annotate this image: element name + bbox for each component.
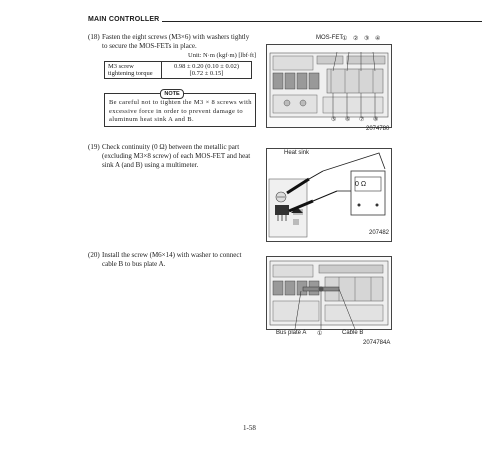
torque-label-2: tightening torque: [108, 70, 153, 77]
callout-1: ①: [342, 36, 348, 42]
torque-value: [162, 62, 252, 79]
torque-value-2: [0.72 ± 0.15]: [189, 70, 224, 77]
step-19: [88, 143, 239, 152]
torque-label-1: M3 screw: [108, 63, 134, 70]
continuity-illustration: [267, 149, 391, 241]
note-line2: excessive force in order to prevent damage to: [109, 107, 243, 115]
torque-row-label: [105, 62, 162, 79]
note-line3: aluminum heat sink A and B.: [109, 116, 194, 123]
step-text-line1: Fasten the eight screws (M3×6) with washers tightly: [102, 33, 250, 41]
torque-value-1: 0.98 ± 0.20 (0.10 ± 0.02): [173, 63, 240, 70]
step-18: [88, 33, 249, 42]
step-19-line2: (excluding M3×8 screw) of each MOS-FET and heat: [102, 152, 251, 160]
step-number: (18): [88, 33, 100, 41]
step-number: (20): [88, 251, 100, 259]
torque-unit: Unit: N·m (kgf·m) [lbf·ft]: [188, 52, 257, 59]
figure-2-caption: 207482: [369, 230, 390, 236]
section-title: MAIN CONTROLLER: [88, 16, 160, 23]
callout-4: ④: [375, 36, 381, 42]
note-label: NOTE: [160, 89, 184, 99]
step-20: [88, 251, 241, 260]
header-rule: [162, 21, 482, 22]
figure-1-caption: 2074780: [366, 126, 390, 132]
callout-6: ⑥: [345, 117, 351, 123]
bus-plate-illustration: [267, 257, 391, 329]
callout-3: ③: [364, 36, 370, 42]
step-number: (19): [88, 143, 100, 151]
meter-reading: 0 Ω: [355, 181, 367, 188]
heat-sink-label: Heat sink: [284, 150, 310, 156]
section-header: [88, 16, 488, 28]
callout-1: ①: [317, 331, 323, 337]
bus-plate-label: Bus plate A: [276, 330, 307, 336]
callout-5: ⑤: [331, 117, 337, 123]
board-illustration: [267, 45, 391, 127]
figure-3-caption: 2074784A: [363, 340, 391, 346]
callout-7: ⑦: [359, 117, 365, 123]
step-18-line2: to secure the MOS-FETs in place.: [102, 42, 197, 50]
note-line1: Be careful not to tighten the M3 × 8 screws with: [109, 99, 252, 106]
torque-table: [104, 61, 252, 79]
step-19-line3: sink A (and B) using a multimeter.: [102, 161, 199, 169]
callout-2: ②: [353, 36, 359, 42]
step-text-line1: Check continuity (0 Ω) between the metallic part: [102, 143, 240, 151]
step-20-line2: cable B to bus plate A.: [102, 260, 166, 268]
mosfet-label: MOS-FET: [316, 35, 343, 41]
cable-label: Cable B: [342, 330, 364, 336]
step-text-line1: Install the screw (M6×14) with washer to connect: [102, 251, 242, 259]
page-number: 1-58: [243, 424, 256, 432]
figure-bus-plate: [266, 256, 392, 330]
figure-continuity-check: [266, 148, 392, 242]
callout-8: ⑧: [373, 117, 379, 123]
